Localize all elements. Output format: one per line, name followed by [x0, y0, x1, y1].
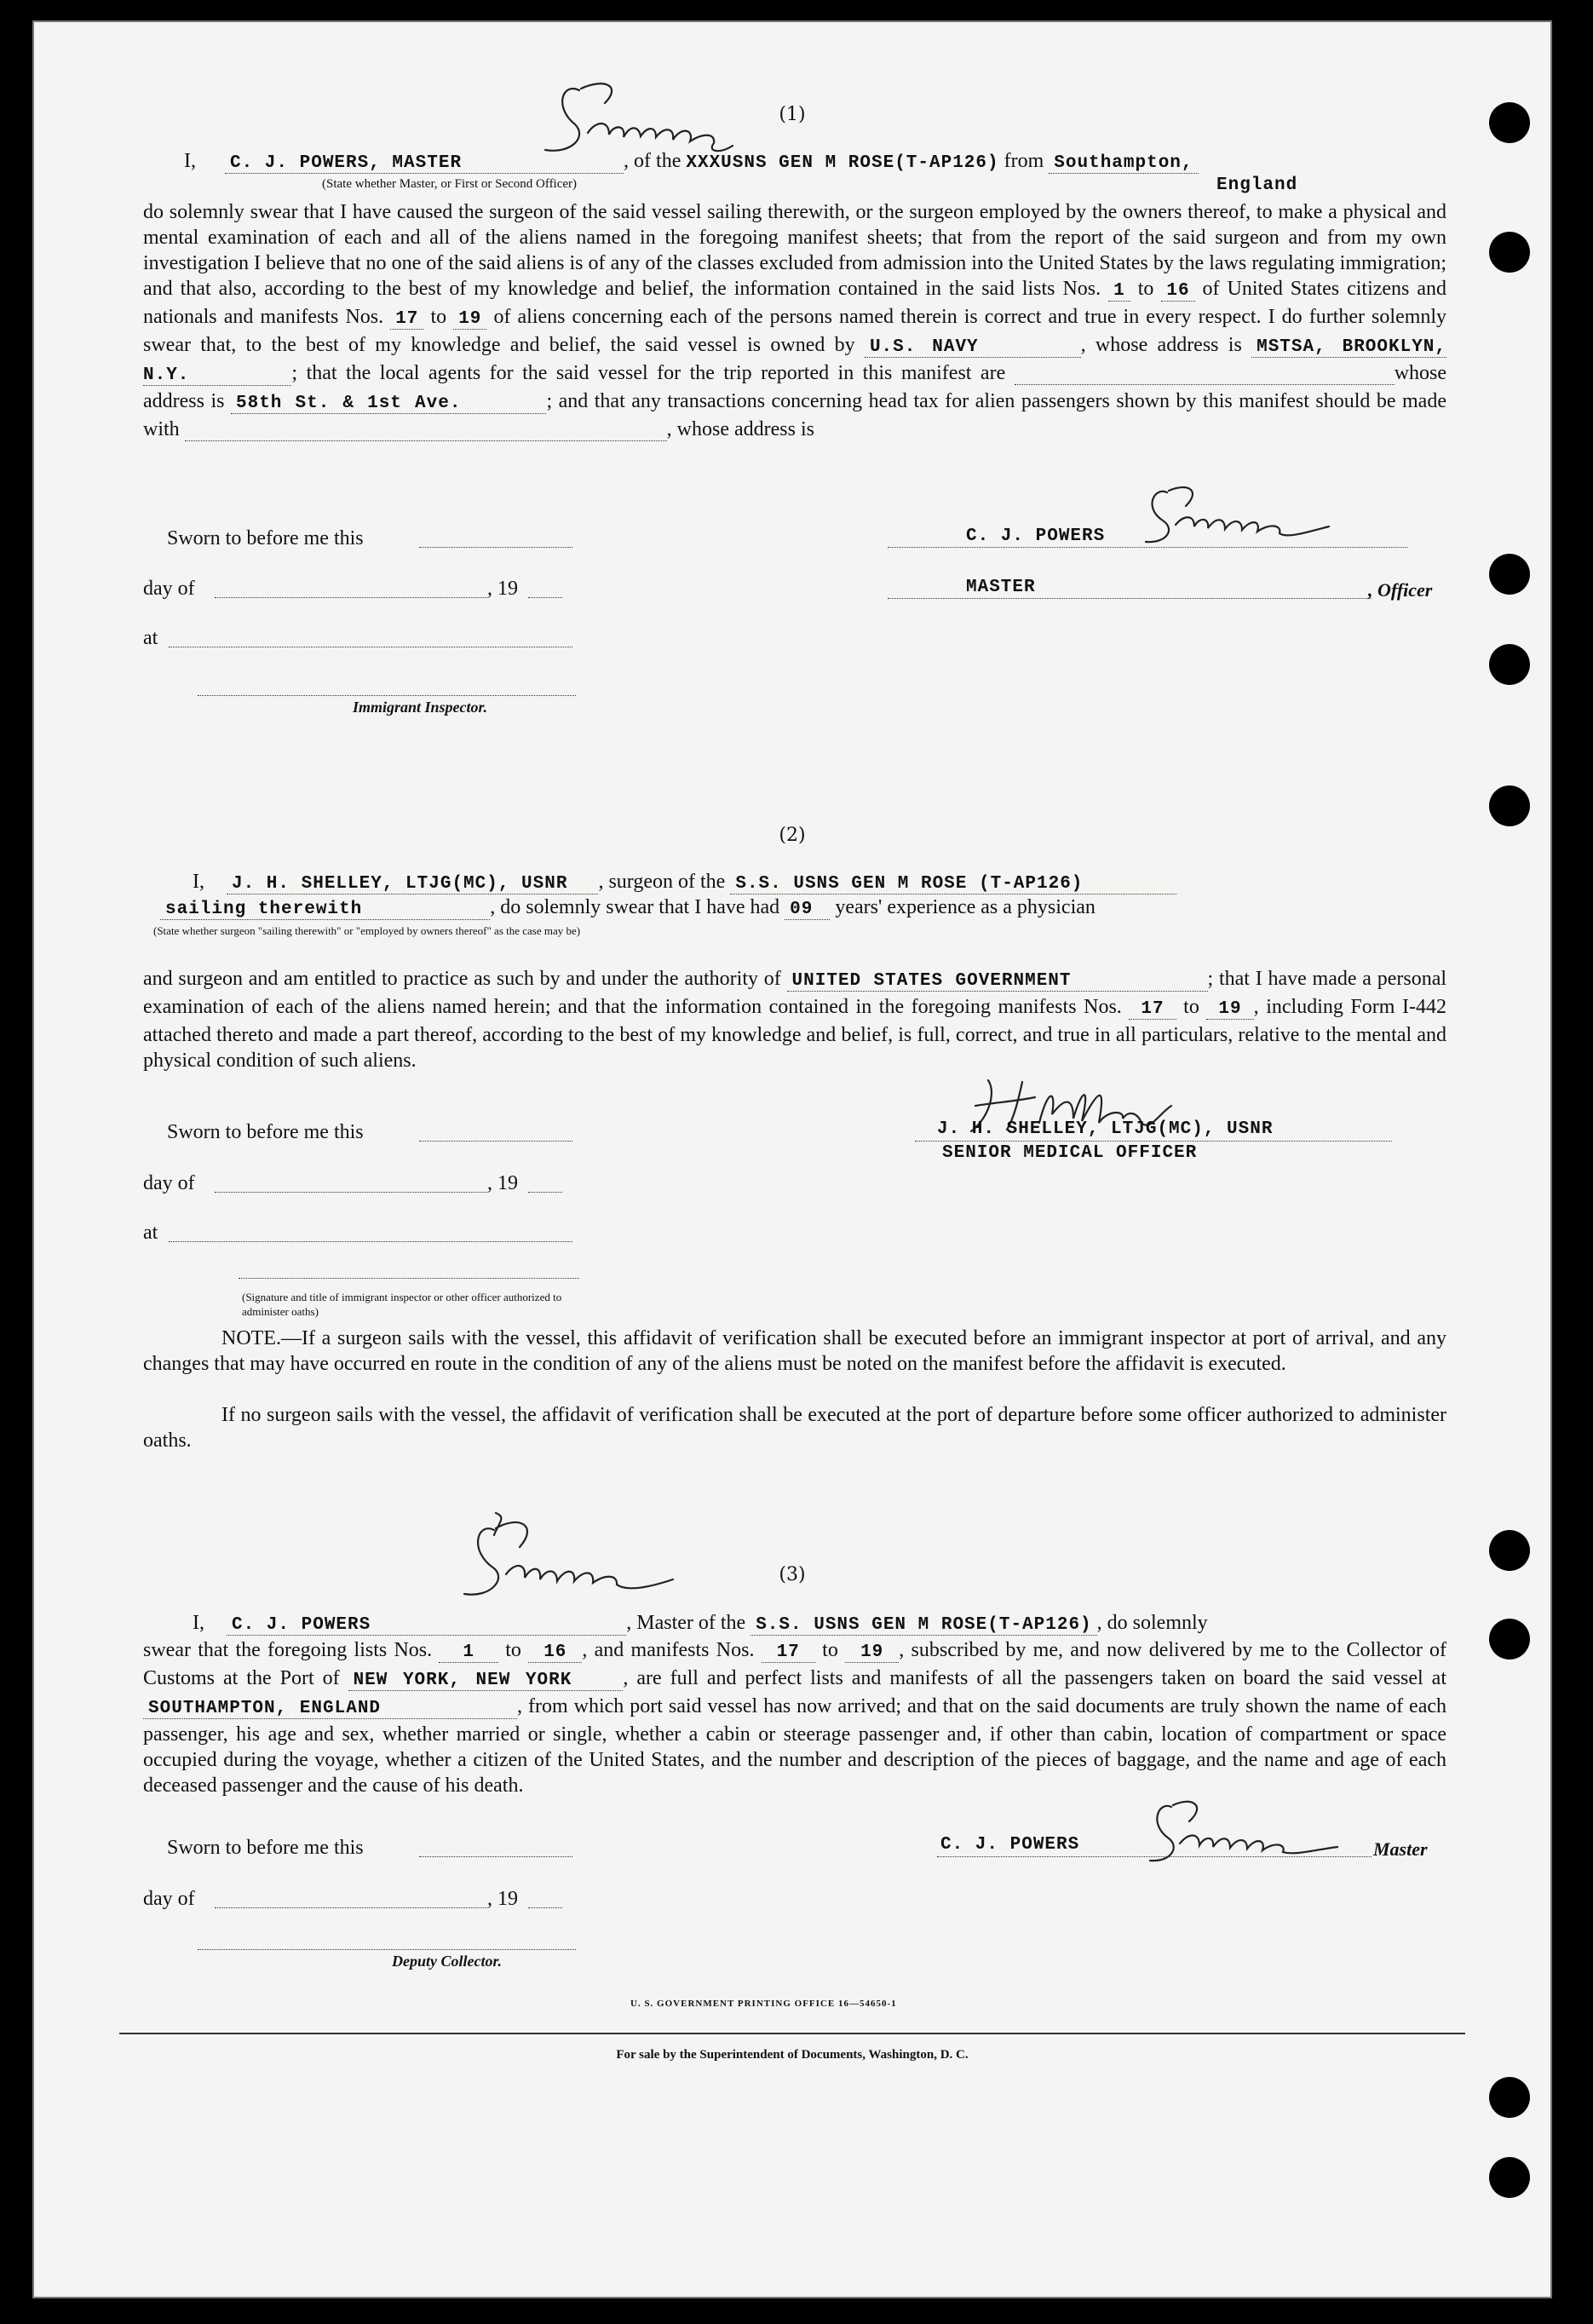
section-2-number: (2): [779, 825, 806, 846]
powers-signature-4: [1133, 1794, 1354, 1871]
punch-hole: [1489, 554, 1530, 595]
year-line-2: [528, 1192, 562, 1193]
sworn-line-2: [419, 1141, 572, 1142]
day-of-label-2: day of: [143, 1172, 195, 1194]
departure-port-line2: England: [1216, 175, 1298, 195]
sworn-label-2: Sworn to before me this: [167, 1121, 364, 1143]
printer-line: U. S. GOVERNMENT PRINTING OFFICE 16—54650-1: [630, 1999, 897, 2009]
punch-hole: [1489, 644, 1530, 685]
departure-port: Southampton,: [1049, 153, 1198, 174]
lists-to: 16: [1161, 281, 1194, 302]
sworn-label-1: Sworn to before me this: [167, 527, 364, 549]
sig-title-note: (Signature and title of immigrant inspector or other officer authorized to administer oaths): [242, 1291, 562, 1318]
punch-hole: [1489, 232, 1530, 273]
at-line-2: [169, 1241, 572, 1242]
sworn-line-1: [419, 547, 572, 548]
year-line-3: [528, 1907, 562, 1908]
at-label-2: at: [143, 1222, 158, 1244]
punch-hole: [1489, 2157, 1530, 2198]
year-label-2: , 19: [487, 1172, 518, 1194]
powers-signature-2: [1133, 482, 1372, 550]
agent-address: 58th St. & 1st Ave.: [231, 394, 546, 414]
s3-manifest-from: 17: [762, 1642, 815, 1663]
manifests-to: 19: [453, 309, 486, 330]
inspector-line-1: [198, 695, 576, 696]
lists-from: 1: [1108, 281, 1130, 302]
footer-rule: [119, 2033, 1465, 2034]
affidavit-page: [32, 20, 1552, 2298]
year-label-1: , 19: [487, 578, 518, 600]
section-1-oath-text: do solemnly swear that I have caused the surgeon of the said vessel sailing therewith, or the surgeon employed by the owners thereof, to make a physical and mental examination of each and all of the aliens named in the foregoing manifest sheets; that from the report of the said surgeon and from my own investigation I believe that no one of the said aliens is of any of the classes excluded from admission into the United States by the laws regulating immigration; and that also, according to the best of my knowledge and belief, the information contained in the said lists Nos. 1 to 16 of United States citizens and nationals and manifests Nos. 17 to 19 of aliens concerning each of the persons named therein is correct and true in every respect. I do further solemnly swear that, to the best of my knowledge and belief, the said vessel is owned by U.S. NAVY , whose address is MSTSA, BROOKLYN, N.Y. ; that the local agents for the said vessel for the trip reported in this manifest are whose address is 58th St. & 1st Ave. ; and that any transactions concerning head tax for alien passengers shown by this manifest should be made with , whose address is: [143, 201, 1447, 440]
master-name: C. J. POWERS, MASTER: [225, 153, 624, 174]
years-experience: 09: [785, 900, 830, 920]
surgeon-name: J. H. SHELLEY, LTJG(MC), USNR: [227, 874, 598, 895]
s3-lists-from: 1: [439, 1642, 498, 1663]
vessel-owner: U.S. NAVY: [865, 337, 1081, 358]
section-2-first-line: I, J. H. SHELLEY, LTJG(MC), USNR , surgeon of the S.S. USNS GEN M ROSE (T-AP126): [193, 871, 1176, 894]
punch-hole: [1489, 2077, 1530, 2118]
inspector-line-2: [239, 1278, 579, 1279]
section-2-second-line: sailing therewith , do solemnly swear that I have had 09 years' experience as a physician: [143, 896, 1096, 919]
surgeon-capacity: sailing therewith: [160, 900, 490, 920]
manifests-from: 17: [390, 309, 423, 330]
officer-label: , Officer: [1368, 579, 1433, 601]
s3-taken-at: SOUTHAMPTON, ENGLAND: [143, 1699, 517, 1719]
powers-signature-1: [528, 73, 750, 167]
day-line-1: [215, 597, 487, 598]
inspector-label: Immigrant Inspector.: [353, 699, 488, 716]
master-rank: MASTER: [966, 578, 1036, 597]
powers-signature-3: [443, 1504, 699, 1615]
sworn-label-3: Sworn to before me this: [167, 1837, 364, 1859]
section-3-signer: C. J. POWERS: [940, 1835, 1080, 1855]
vessel-name: XXXUSNS GEN M ROSE(T-AP126): [686, 153, 999, 173]
surgeon-vessel: S.S. USNS GEN M ROSE (T-AP126): [730, 874, 1176, 895]
year-label-3: , 19: [487, 1888, 518, 1910]
day-line-2: [215, 1192, 487, 1193]
practice-authority: UNITED STATES GOVERNMENT: [787, 971, 1208, 992]
deputy-line: [198, 1949, 576, 1950]
at-label-1: at: [143, 627, 158, 649]
surgeon-manifest-to: 19: [1206, 999, 1253, 1020]
section-1-number: (1): [779, 104, 806, 125]
s3-manifest-to: 19: [845, 1642, 899, 1663]
surgeon-sig-line: [915, 1141, 1392, 1142]
note-paragraph-2: If no surgeon sails with the vessel, the affidavit of verification shall be executed at the port of departure before some officer authorized to administer oaths.: [143, 1404, 1446, 1452]
section-2-oath-text: and surgeon and am entitled to practice as such by and under the authority of UNITED STATES GOVERNMENT ; that I have made a personal examination of each of the aliens named herein; and that the information contained in the foregoing manifests Nos. 17 to 19 , including Form I-442 attached thereto and made a part thereof, according to the best of my knowledge and belief, is full, correct, and true in all particulars, relative to the mental and physical condition of such aliens.: [143, 968, 1447, 1072]
officer-line: [888, 598, 1372, 599]
day-of-label-3: day of: [143, 1888, 195, 1910]
master-signer-1: C. J. POWERS: [966, 526, 1106, 546]
year-line-1: [528, 597, 562, 598]
day-line-3: [215, 1907, 487, 1908]
s3-port-of: NEW YORK, NEW YORK: [348, 1671, 624, 1691]
master-note: (State whether Master, or First or Second Officer): [322, 177, 578, 191]
master-label: Master: [1373, 1838, 1428, 1860]
section-3-vessel: S.S. USNS GEN M ROSE(T-AP126): [750, 1615, 1096, 1636]
sworn-line-3: [419, 1856, 572, 1857]
surgeon-title: SENIOR MEDICAL OFFICER: [942, 1143, 1198, 1163]
section-3-oath-text: swear that the foregoing lists Nos. 1 to 16 , and manifests Nos. 17 to 19 , subscribed by me, and now delivered by me to the Collector of Customs at the Port of NEW YORK, NEW YORK , are full and perfect lists and manifests of all the passengers taken on board the said vessel at SOUTHAMPTON, ENGLAND , from which port said vessel has now arrived; and that on the said documents are truly shown the name of each passenger, his age and sex, whether married or single, whether a cabin or steerage passenger and, if other than cabin, location of compartment or space occupied during the voyage, whether a citizen of the United States, and the number and description of the pieces of baggage, and the name and age of each deceased passenger and the cause of his death.: [143, 1639, 1447, 1797]
capacity-note: (State whether surgeon "sailing therewith" or "employed by owners thereof" as the case may be): [153, 924, 581, 937]
surgeon-manifest-from: 17: [1129, 999, 1176, 1020]
owner-address: MSTSA, BROOKLYN, N.Y.: [143, 337, 1447, 385]
s3-lists-to: 16: [528, 1642, 582, 1663]
section-1-first-line: I, C. J. POWERS, MASTER , of the XXXUSNS GEN M ROSE(T-AP126) from Southampton,: [184, 150, 1199, 173]
section-3-master: C. J. POWERS: [227, 1615, 626, 1636]
deputy-label: Deputy Collector.: [392, 1953, 502, 1970]
punch-hole: [1489, 785, 1530, 826]
section-3-number: (3): [779, 1564, 806, 1585]
note-paragraph-1: NOTE.—If a surgeon sails with the vessel, this affidavit of verification shall be executed before an immigrant inspector at port of arrival, and any changes that may have occurred en route in the condition of any of the aliens must be noted on the manifest before the affidavit is executed.: [143, 1327, 1446, 1375]
punch-hole: [1489, 1619, 1530, 1660]
footer-note: For sale by the Superintendent of Documents, Washington, D. C.: [616, 2048, 969, 2062]
surgeon-signer: J. H. SHELLEY, LTJG(MC), USNR: [937, 1119, 1274, 1139]
section-3-first-line: I, C. J. POWERS , Master of the S.S. USNS GEN M ROSE(T-AP126) , do solemnly: [193, 1612, 1208, 1635]
day-of-label-1: day of: [143, 578, 195, 600]
